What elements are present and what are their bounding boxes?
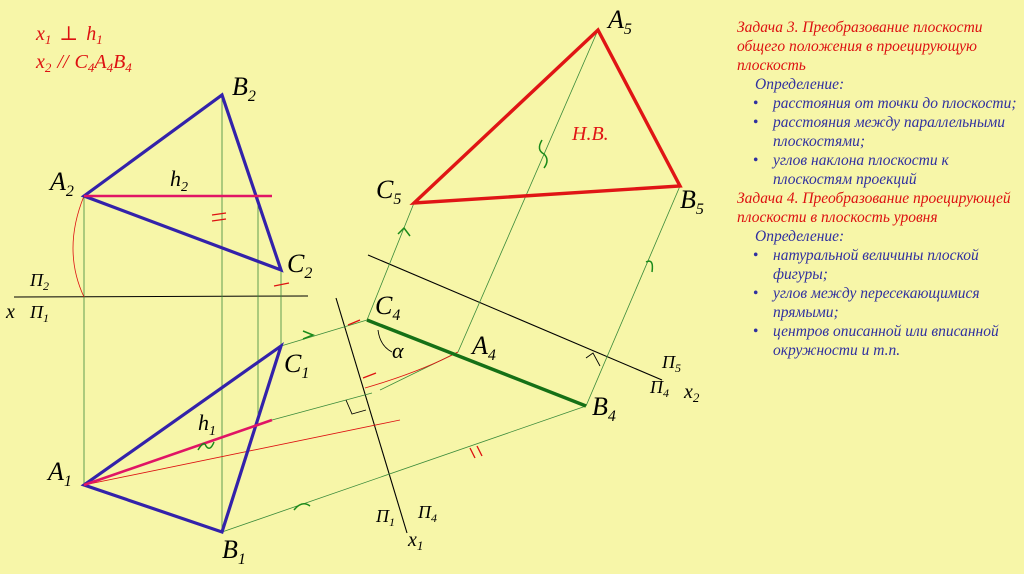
- label-c5: $C_5$: [376, 175, 402, 208]
- label-h2: $h_2$: [170, 166, 188, 195]
- label-a5: $A_5$: [608, 5, 632, 38]
- label-pi4-bottom: $\Pi_4$: [418, 502, 437, 525]
- angle-alpha-arc: [378, 330, 392, 352]
- arc-a2: [73, 196, 84, 297]
- mark-c4c5: [398, 228, 410, 236]
- tick-frontal-2: [212, 219, 226, 221]
- task3-title: Задача 3. Преобразование плоскости общего положения в проецирующую плоскость: [737, 19, 983, 74]
- task-panel: [737, 18, 1019, 360]
- label-pi5: $\Pi_5$: [662, 352, 681, 375]
- label-c2: $C_2$: [287, 249, 313, 282]
- link-b1-b4: [222, 406, 586, 532]
- right-angle-x1: [346, 400, 366, 414]
- label-true-size: Н.В.: [572, 123, 609, 145]
- triangle-horizontal: [84, 346, 281, 532]
- label-b1: $B_1$: [222, 535, 246, 568]
- tick-frontal-1: [212, 213, 226, 215]
- label-pi4-right: $\Pi_4$: [650, 377, 669, 400]
- task4-item: • натуральной величины плоской фигуры;: [771, 246, 1019, 284]
- task4-list: [737, 246, 1019, 360]
- label-b2: $B_2$: [232, 72, 256, 105]
- link-b4-b5: [586, 186, 680, 406]
- task3-list: [737, 94, 1019, 189]
- axis-x-pi2-pi1: [14, 296, 308, 297]
- task4-item: • углов между пересекающимися прямыми;: [771, 284, 1019, 322]
- task4-title: Задача 4. Преобразование проецирующей плоскости в плоскость уровня: [737, 190, 1011, 226]
- label-pi1-left: $\Pi_1$: [30, 302, 49, 325]
- task4-definition-label: Определение:: [755, 228, 845, 245]
- tick-b1b4-1: [470, 448, 475, 458]
- triangle-true-size: [414, 30, 680, 203]
- condition-line-1: $x_1$ ⊥ $h_1$: [36, 23, 103, 47]
- label-c4: $C_4$: [375, 291, 401, 324]
- label-pi2-left: $\Pi_2$: [30, 270, 49, 293]
- task3-item: • углов наклона плоскости к плоскостям проекций: [771, 151, 1019, 189]
- arc-a1-a4: [365, 352, 458, 388]
- label-c1: $C_1$: [284, 349, 310, 382]
- label-a4: $A_4$: [472, 331, 496, 364]
- task3-definition-label: Определение:: [755, 76, 845, 93]
- mark-b1b4: [294, 504, 310, 510]
- mark-c1c4: [303, 331, 313, 339]
- task3-item: • расстояния от точки до плоскости;: [771, 94, 1019, 113]
- label-pi1-bottom: $\Pi_1$: [376, 506, 395, 529]
- label-a2: $A_2$: [50, 167, 74, 200]
- mark-a4a5: [539, 140, 547, 168]
- tick-b1b4-2: [477, 446, 482, 456]
- condition-line-2: $x_2 // C_4A_4B_4$: [36, 51, 132, 75]
- right-angle-x2: [586, 353, 600, 366]
- label-alpha: α: [392, 338, 404, 363]
- tick-x1-a: [363, 373, 376, 378]
- link-c1-c4: [281, 320, 367, 346]
- label-x1: $x_1$: [408, 529, 424, 553]
- label-x2: $x_2$: [684, 381, 700, 405]
- label-h1: $h_1$: [198, 410, 216, 439]
- axis-x2-pi4-pi5: [368, 255, 662, 380]
- label-b4: $B_4$: [592, 392, 616, 425]
- link-h1-x1: [272, 393, 372, 420]
- label-x-axis: x: [6, 301, 15, 323]
- task4-item: • центров описанной или вписанной окружности и т.п.: [771, 322, 1019, 360]
- task3-item: • расстояния между параллельными плоскостями;: [771, 113, 1019, 151]
- label-b5: $B_5$: [680, 185, 704, 218]
- tick-c2: [274, 283, 289, 286]
- label-a1: $A_1$: [48, 457, 72, 490]
